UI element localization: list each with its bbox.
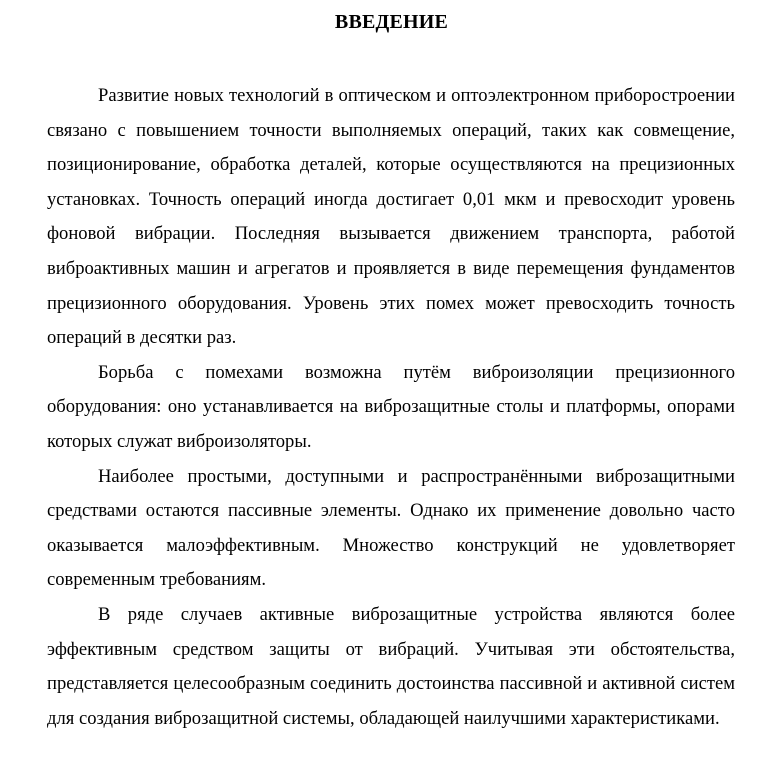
paragraph-4: В ряде случаев активные виброзащитные устройства являются более эффективным средством защиты от вибраций. Учитывая эти обстоятельства, представляется целесообразным соединить достоинства пассивной и активной систем для создания виброзащитной системы, обладающей наилучшими характеристиками. — [47, 603, 735, 729]
paragraph-3: Наиболее простыми, доступными и распространёнными виброзащитными средствами остаются пассивные элементы. Однако их применение довольно часто оказывается малоэффективным. Множество конструкций не удовлетворяет современным требованиям. — [47, 465, 735, 591]
page-title: ВВЕДЕНИЕ — [334, 11, 449, 33]
paragraph-2: Борьба с помехами возможна путём виброизоляции прецизионного оборудования: оно устанавливается на виброзащитные столы и платформы, опорами которых служат виброизоляторы. — [47, 361, 735, 452]
paragraph-1: Развитие новых технологий в оптическом и оптоэлектронном приборостроении связано с повышением точности выполняемых операций, таких как совмещение, позиционирование, обработка деталей, которые осуществляются на прецизионных установках. Точность операций иногда достигает 0,01 мкм и превосходит уровень фоновой вибрации. Последняя вызывается движением транспорта, работой виброактивных машин и агрегатов и проявляется в виде перемещения фундаментов прецизионного оборудования. Уровень этих помех может превосходить точность операций в десятки раз. — [47, 85, 735, 349]
document-body — [47, 79, 735, 736]
